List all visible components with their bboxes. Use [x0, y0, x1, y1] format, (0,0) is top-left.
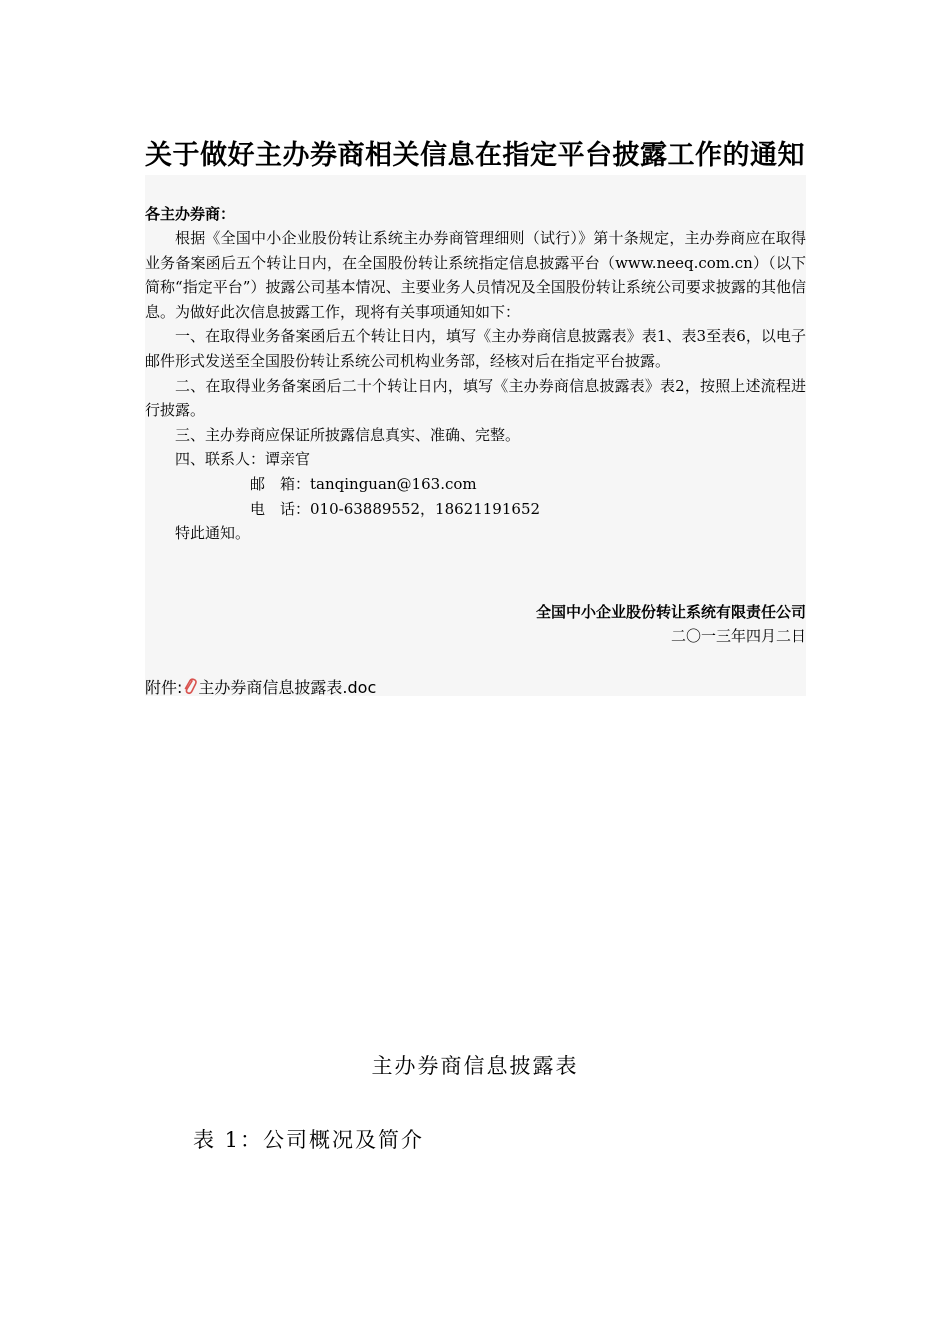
paragraph-intro: 根据《全国中小企业股份转让系统主办券商管理细则（试行）》第十条规定，主办券商应在取得业务备案函后五个转让日内，在全国股份转让系统指定信息披露平台（www.neeq.com.cn）（以下简称“指定平台”）披露公司基本情况、主要业务人员情况及全国股份转让系统公司要求披露的其他信息。为做好此次信息披露工作，现将有关事项通知如下：	[145, 229, 806, 321]
signature-date: 二〇一三年四月二日	[670, 627, 806, 645]
paragraph-item-2: 二、在取得业务备案函后二十个转让日内，填写《主办券商信息披露表》表2，按照上述流程进行披露。	[145, 376, 806, 420]
contact-email: 邮 箱：tanqinguan@163.com	[250, 474, 477, 493]
attachment-link[interactable]: 主办券商信息披露表.doc	[198, 678, 377, 697]
contact-phone: 电 话：010-63889552，18621191652	[250, 499, 541, 518]
table-title: 表 1：公司概况及简介	[193, 1128, 425, 1152]
closing-text: 特此通知。	[175, 524, 251, 543]
contact-label: 四、联系人：谭亲官	[175, 450, 311, 469]
notice-body	[145, 226, 806, 546]
paragraph-item-1: 一、在取得业务备案函后五个转让日内，填写《主办券商信息披露表》表1、表3至表6，以电子邮件形式发送至全国股份转让系统公司机构业务部，经核对后在指定平台披露。	[145, 327, 806, 370]
form-title: 主办券商信息披露表	[371, 1054, 579, 1078]
paperclip-icon	[183, 677, 197, 699]
greeting: 各主办券商：	[145, 205, 236, 223]
signature-company: 全国中小企业股份转让系统有限责任公司	[535, 603, 806, 621]
attachment-label: 附件:	[145, 678, 183, 697]
page-title: 关于做好主办券商相关信息在指定平台披露工作的通知	[145, 140, 805, 171]
attachment-row	[145, 675, 376, 699]
paragraph-item-3: 三、主办券商应保证所披露信息真实、准确、完整。	[175, 425, 521, 444]
